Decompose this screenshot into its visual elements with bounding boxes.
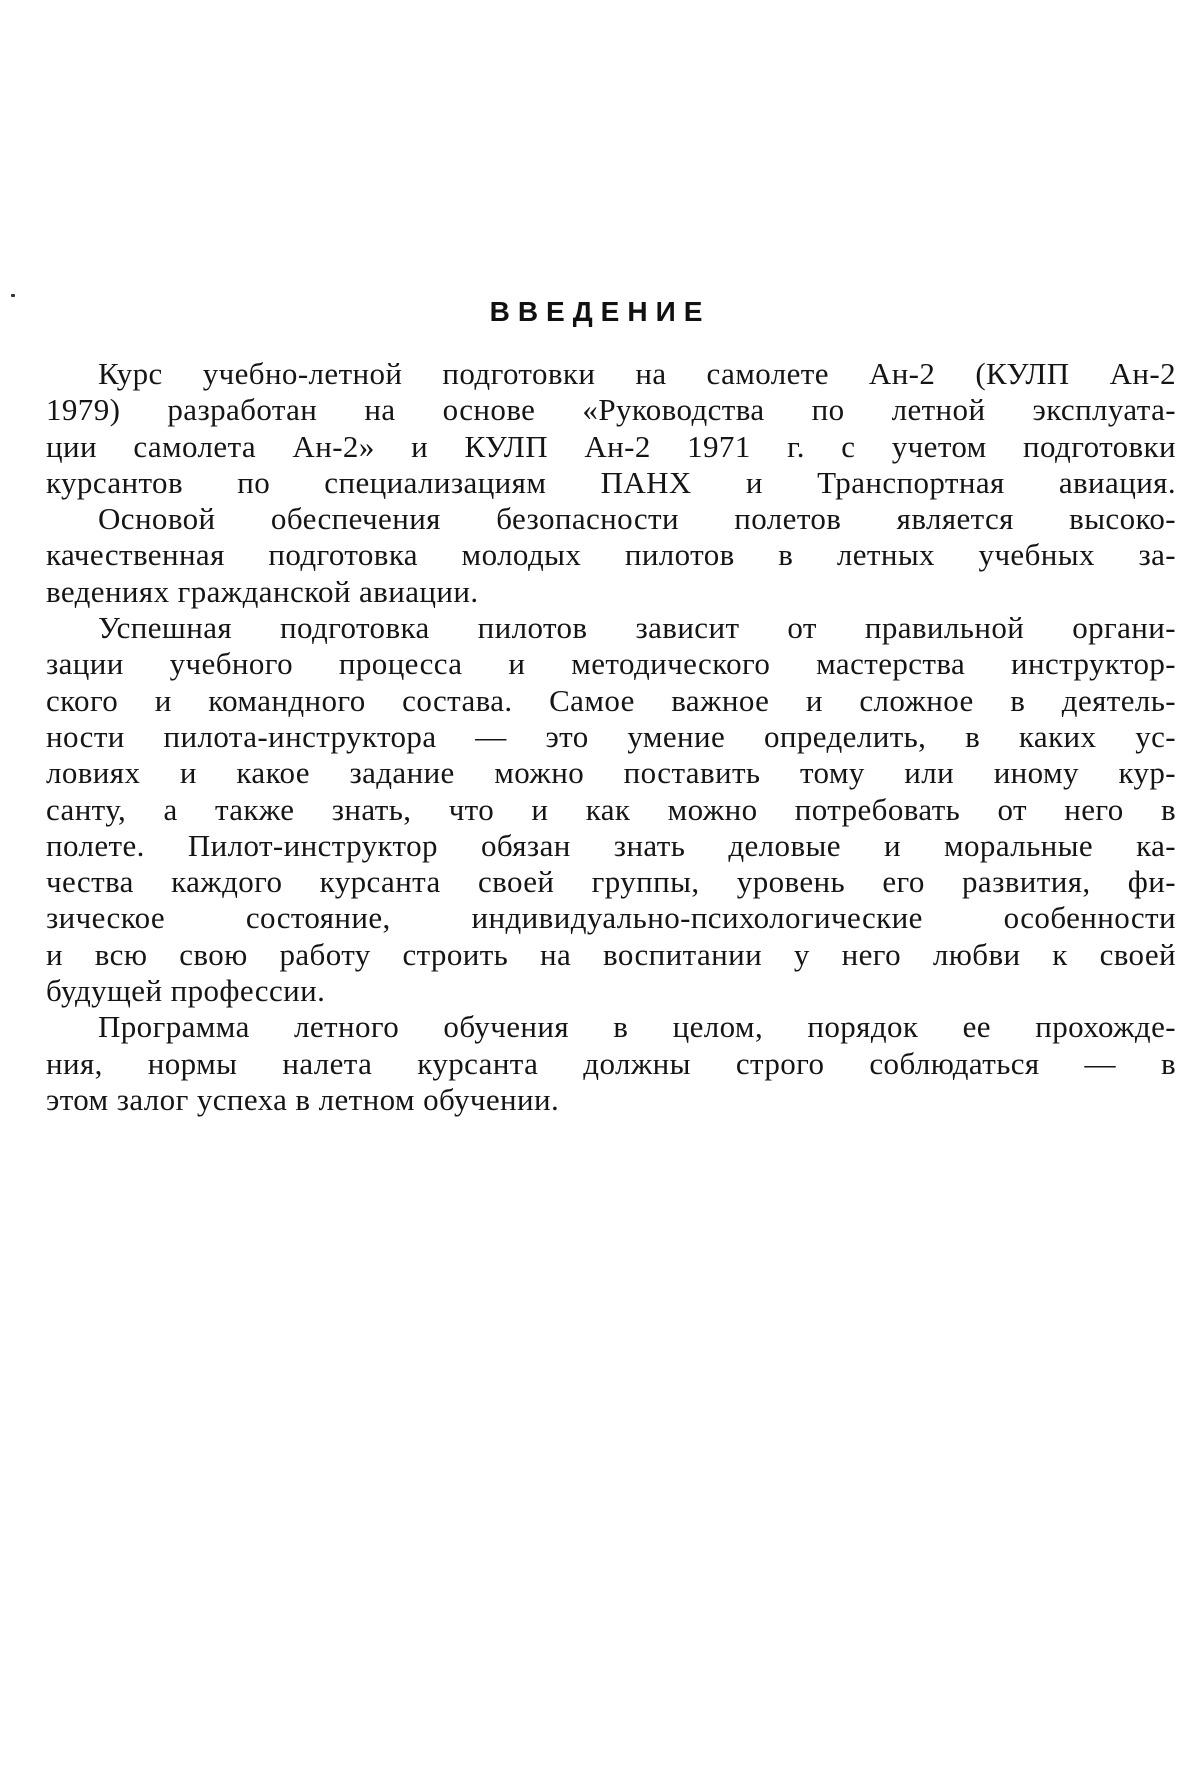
text-line: чества каждого курсанта своей группы, уровень его развития, фи- — [46, 864, 1176, 900]
text-line: зации учебного процесса и методического мастерства инструктор- — [46, 646, 1176, 682]
text-line: качественная подготовка молодых пилотов в летных учебных за- — [46, 537, 1176, 573]
text-line: ловиях и какое задание можно поставить тому или иному кур- — [46, 755, 1176, 791]
text-line: Программа летного обучения в целом, порядок ее прохожде- — [98, 1009, 1176, 1045]
text-line: курсантов по специализациям ПАНХ и Транспортная авиация. — [46, 464, 1176, 500]
body-text — [46, 356, 1176, 1118]
text-line: санту, а также знать, что и как можно потребовать от него в — [46, 791, 1176, 827]
section-heading: ВВЕДЕНИЕ — [489, 296, 711, 327]
text-line: ния, нормы налета курсанта должны строго соблюдаться — в — [46, 1045, 1176, 1081]
text-line: ности пилота-инструктора — это умение определить, в каких ус- — [46, 718, 1176, 754]
text-line: 1979) разработан на основе «Руководства по летной эксплуата- — [46, 392, 1176, 428]
text-line: зическое состояние, индивидуально-психологические особенности — [46, 900, 1176, 936]
text-line: Курс учебно-летной подготовки на самолете Ан-2 (КУЛП Ан-2 — [98, 356, 1176, 391]
text-line: будущей профессии. — [46, 973, 326, 1009]
text-line: ведениях гражданской авиации. — [46, 573, 479, 609]
text-line: полете. Пилот-инструктор обязан знать деловые и моральные ка- — [46, 827, 1176, 863]
text-line: и всю свою работу строить на воспитании у него любви к своей — [46, 936, 1176, 972]
text-line: ского и командного состава. Самое важное и сложное в деятель- — [46, 682, 1176, 718]
text-line: Основой обеспечения безопасности полетов является высоко- — [98, 501, 1176, 537]
text-line: Успешная подготовка пилотов зависит от правильной органи- — [98, 610, 1176, 646]
text-line: этом залог успеха в летном обучении. — [46, 1081, 560, 1117]
text-line: ции самолета Ан-2» и КУЛП Ан-2 1971 г. с учетом подготовки — [46, 428, 1176, 464]
